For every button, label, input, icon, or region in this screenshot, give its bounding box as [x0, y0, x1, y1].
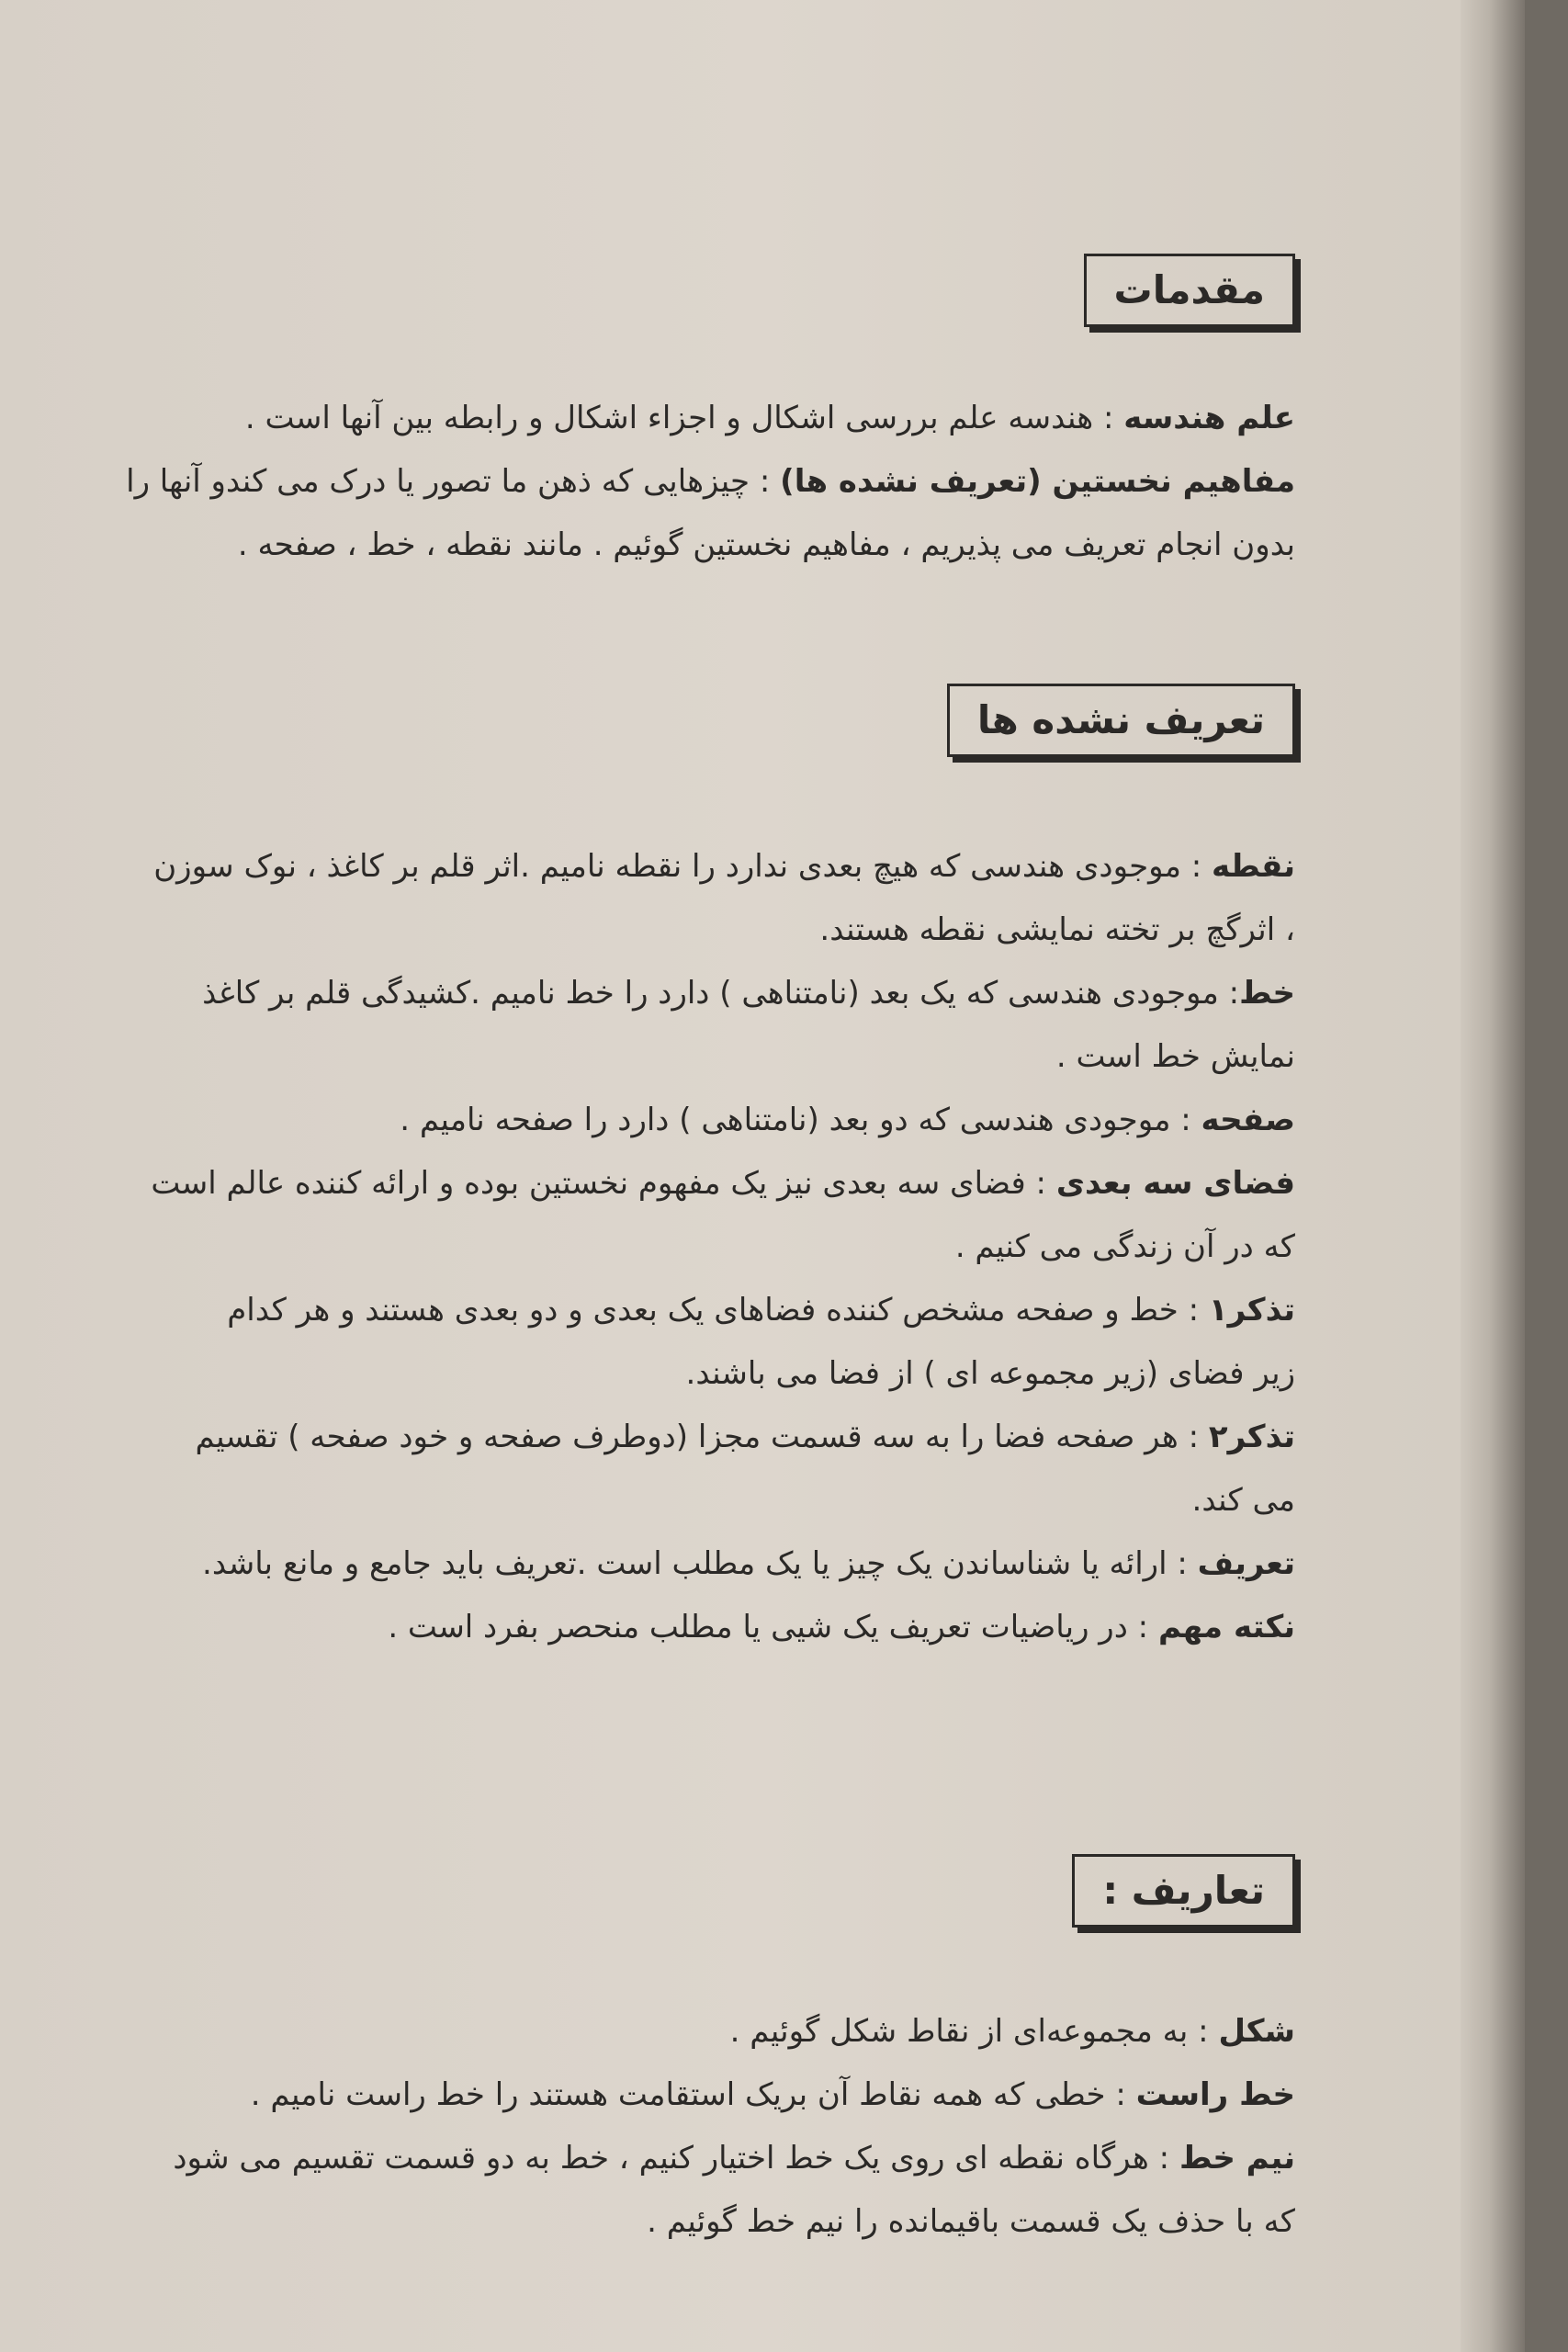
paragraph: [83, 2135, 1295, 2182]
section-title-introduction: [1084, 254, 1295, 327]
paragraph: [83, 907, 1295, 954]
paragraph: [83, 2199, 1295, 2245]
paragraph-text: نمایش خط است .: [1055, 1038, 1295, 1075]
paragraph: [83, 1351, 1295, 1397]
paragraph: [83, 1097, 1295, 1144]
paragraph: [83, 1541, 1295, 1588]
paragraph-term: مفاهیم نخستین (تعریف نشده ها): [780, 463, 1295, 500]
section-introduction-body: [83, 395, 1295, 585]
paragraph-term: صفحه: [1201, 1102, 1295, 1138]
paragraph-text: زیر فضای (زیر مجموعه ای ) از فضا می باشند.: [685, 1355, 1295, 1392]
paragraph: [83, 522, 1295, 569]
paragraph-text: : موجودی هندسی که دو بعد (نامتناهی ) دارد را صفحه نامیم .: [400, 1102, 1201, 1138]
paragraph-term: تعریف: [1197, 1545, 1295, 1582]
paragraph-term: نقطه: [1212, 848, 1295, 885]
paragraph: [83, 1160, 1295, 1207]
paragraph-text: ، اثرگچ بر تخته نمایشی نقطه هستند.: [819, 911, 1295, 948]
paragraph-text: : هرگاه نقطه ای روی یک خط اختیار کنیم ، خط به دو قسمت تقسیم می شود: [173, 2140, 1179, 2177]
paragraph-term: خط: [1239, 975, 1295, 1012]
paragraph: [83, 458, 1295, 505]
paragraph-text: : در ریاضیات تعریف یک شیی یا مطلب منحصر بفرد است .: [388, 1609, 1158, 1645]
paragraph-text: : موجودی هندسی که هیچ بعدی ندارد را نقطه نامیم .اثر قلم بر کاغذ ، نوک سوزن: [153, 848, 1213, 885]
paragraph-text: : ارائه یا شناساندن یک چیز یا یک مطلب است .تعریف باید جامع و مانع باشد.: [202, 1545, 1198, 1582]
paragraph-text: : هر صفحه فضا را به سه قسمت مجزا (دوطرف صفحه و خود صفحه ) تقسیم: [195, 1419, 1209, 1455]
paragraph-text: : به مجموعه‌ای از نقاط شکل گوئیم .: [729, 2013, 1219, 2050]
paragraph-term: علم هندسه: [1123, 400, 1295, 436]
paragraph-term: تذکر۱: [1208, 1292, 1295, 1329]
paragraph-term: نیم خط: [1179, 2140, 1295, 2177]
paragraph-text: : موجودی هندسی که یک بعد (نامتناهی ) دارد را خط نامیم .کشیدگی قلم بر کاغذ: [202, 975, 1240, 1012]
paragraph: [83, 970, 1295, 1017]
paragraph: [83, 2008, 1295, 2055]
paragraph: [83, 1414, 1295, 1461]
paragraph: [83, 1224, 1295, 1271]
section-undefined-terms-body: [83, 843, 1295, 1668]
paragraph-term: نکته مهم: [1157, 1609, 1295, 1645]
section-title-text: تعریف نشده ها: [976, 697, 1265, 742]
paragraph: [83, 1034, 1295, 1080]
paragraph-text: که با حذف یک قسمت باقیمانده را نیم خط گوئیم .: [647, 2203, 1295, 2240]
paragraph-term: تذکر۲: [1208, 1419, 1295, 1455]
paragraph-text: : خطی که همه نقاط آن بریک استقامت هستند را خط راست نامیم .: [250, 2076, 1136, 2113]
paragraph-text: : فضای سه بعدی نیز یک مفهوم نخستین بوده و ارائه کننده عالم است: [151, 1165, 1056, 1202]
paragraph-text: : خط و صفحه مشخص کننده فضاهای یک بعدی و دو بعدی هستند و هر کدام: [227, 1292, 1209, 1329]
section-title-definitions: [1072, 1854, 1295, 1928]
paragraph-text: بدون انجام تعریف می پذیریم ، مفاهیم نخستین گوئیم . مانند نقطه ، خط ، صفحه .: [237, 526, 1295, 563]
section-title-text: مقدمات: [1113, 267, 1265, 312]
paragraph: [83, 1604, 1295, 1651]
section-title-undefined-terms: [947, 684, 1295, 757]
paragraph-text: : چیزهایی که ذهن ما تصور یا درک می کندو آنها را: [126, 463, 781, 500]
paragraph: [83, 1287, 1295, 1334]
paragraph: [83, 843, 1295, 890]
paragraph-text: : هندسه علم بررسی اشکال و اجزاء اشکال و رابطه بین آنها است .: [244, 400, 1124, 436]
section-definitions-body: [83, 2008, 1295, 2262]
paragraph-text: می کند.: [1191, 1482, 1295, 1519]
paragraph: [83, 1477, 1295, 1524]
section-title-text: تعاریف :: [1102, 1868, 1265, 1913]
paragraph-term: شکل: [1218, 2013, 1295, 2050]
page-spine-shadow: [1461, 0, 1525, 2352]
paragraph: [83, 395, 1295, 442]
paragraph-term: فضای سه بعدی: [1055, 1165, 1295, 1202]
paragraph-text: که در آن زندگی می کنیم .: [954, 1228, 1295, 1265]
paragraph-term: خط راست: [1135, 2076, 1295, 2113]
paragraph: [83, 2072, 1295, 2119]
